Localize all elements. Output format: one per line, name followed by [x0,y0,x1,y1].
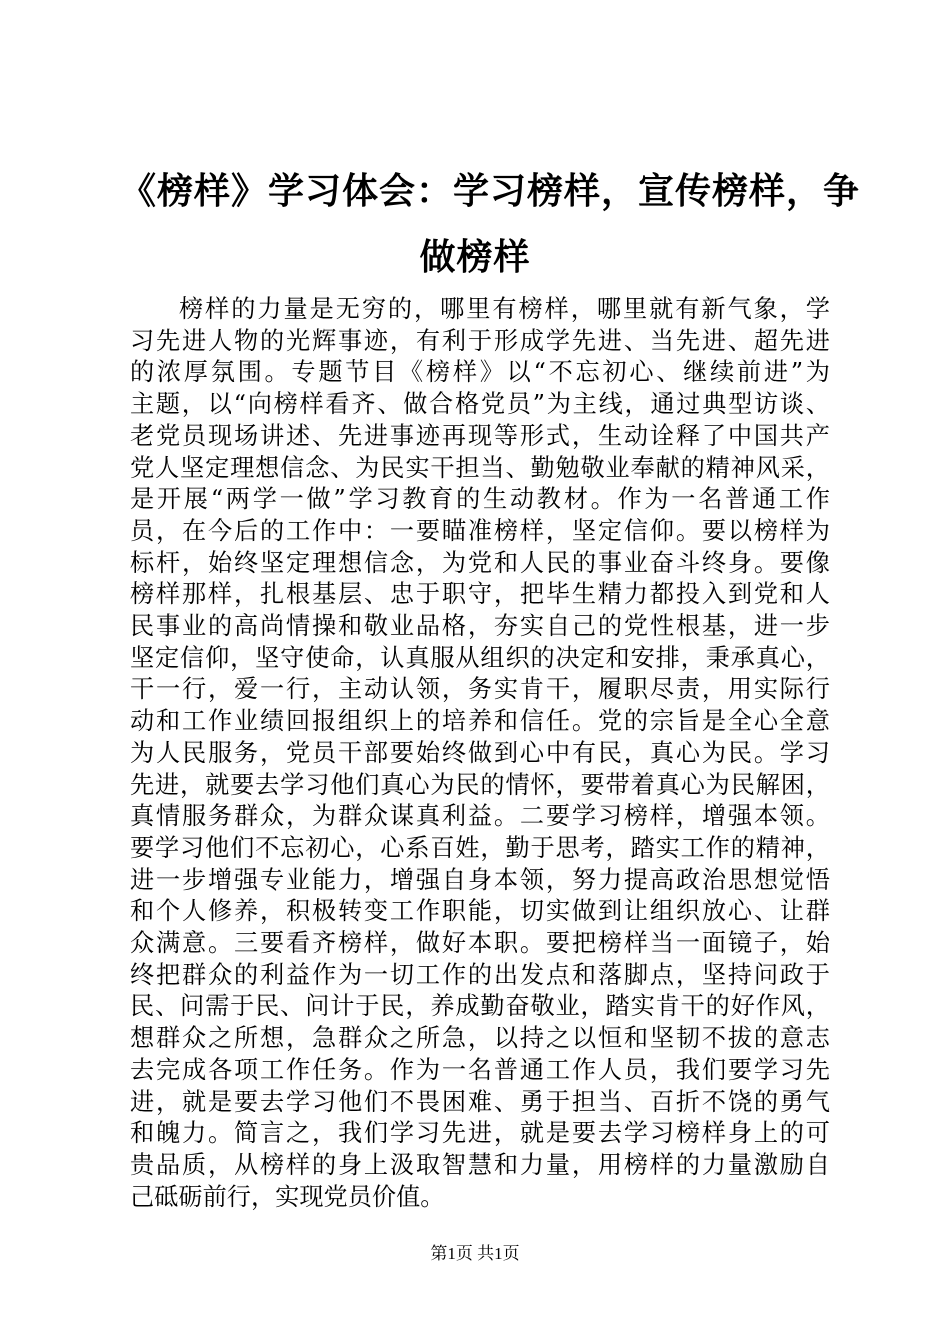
body-line: 榜样的力量是无穷的，哪里有榜样，哪里就有新气象，学 [179,295,830,323]
document-title [120,158,861,290]
body-line: 己砥砺前行，实现党员价值。 [130,1182,445,1211]
title-line-1: 《榜样》学习体会：学习榜样，宣传榜样，争 [120,170,861,212]
body-line: 的浓厚氛围。专题节目《榜样》以“不忘初心、继续前进”为 [130,358,830,387]
title-line-2: 做榜样 [419,236,531,278]
body-line: 干一行，爱一行，主动认领，务实肯干，履职尽责，用实际行 [130,675,830,704]
body-line: 真情服务群众，为群众谋真利益。二要学习榜样，增强本领。 [130,802,830,831]
body-line: 民、问需于民、问计于民，养成勤奋敬业，踏实肯干的好作风， [130,992,830,1021]
body-line: 想群众之所想，急群众之所急，以持之以恒和坚韧不拔的意志 [130,1024,830,1053]
body-line: 榜样那样，扎根基层、忠于职守，把毕生精力都投入到党和人 [130,580,830,609]
body-line: 要学习他们不忘初心，心系百姓，勤于思考，踏实工作的精神， [130,833,830,862]
body-line: 贵品质，从榜样的身上汲取智慧和力量，用榜样的力量激励自 [130,1150,830,1179]
body-line: 进，就是要去学习他们不畏困难、勇于担当、百折不饶的勇气 [130,1087,830,1116]
body-line: 是开展“两学一做”学习教育的生动教材。作为一名普通工作 [130,485,830,514]
body-line: 主题，以“向榜样看齐、做合格党员”为主线，通过典型访谈、 [130,390,830,419]
body-line: 众满意。三要看齐榜样，做好本职。要把榜样当一面镜子，始 [130,929,830,958]
body-line: 党人坚定理想信念、为民实干担当、勤勉敬业奉献的精神风采， [130,453,830,482]
page-footer: 第1页 共1页 [430,1244,520,1263]
body-line: 终把群众的利益作为一切工作的出发点和落脚点，坚持问政于 [130,960,830,989]
body-line: 去完成各项工作任务。作为一名普通工作人员，我们要学习先 [130,1055,830,1084]
body-line: 员，在今后的工作中：一要瞄准榜样，坚定信仰。要以榜样为 [130,516,830,545]
body-line: 坚定信仰，坚守使命，认真服从组织的决定和安排，秉承真心， [130,643,830,672]
body-line: 老党员现场讲述、先进事迹再现等形式，生动诠释了中国共产 [130,421,830,450]
body-line: 标杆，始终坚定理想信念，为党和人民的事业奋斗终身。要像 [130,548,830,577]
body-line: 和魄力。简言之，我们学习先进，就是要去学习榜样身上的可 [130,1119,830,1148]
body-line: 和个人修养，积极转变工作职能，切实做到让组织放心、让群 [130,897,830,926]
body-line: 进一步增强专业能力，增强自身本领，努力提高政治思想觉悟 [130,865,830,894]
body-line: 民事业的高尚情操和敬业品格，夯实自己的党性根基，进一步 [130,612,830,641]
body-line: 习先进人物的光辉事迹，有利于形成学先进、当先进、超先进 [130,326,830,355]
body-line: 先进，就要去学习他们真心为民的情怀，要带着真心为民解困， [130,770,830,799]
body-paragraph [130,294,830,1213]
body-line: 动和工作业绩回报组织上的培养和信任。党的宗旨是全心全意 [130,707,830,736]
body-line: 为人民服务，党员干部要始终做到心中有民，真心为民。学习 [130,738,830,767]
